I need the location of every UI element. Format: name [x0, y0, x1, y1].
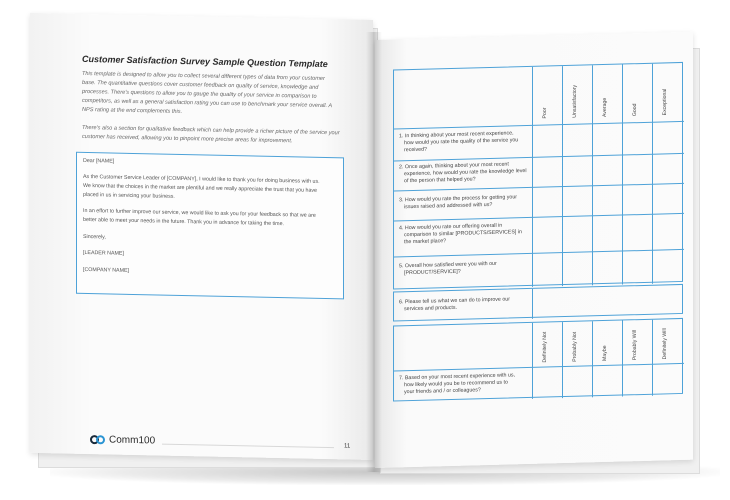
table-rule — [394, 363, 684, 372]
table-rule — [394, 249, 684, 258]
question-line: of the person that helped you? — [404, 176, 476, 185]
letter-leader-name: [LEADER NAME] — [83, 249, 124, 257]
question-line: 3. How would you rate the process for getting your — [399, 194, 518, 204]
question-7-line: how likely would you be to recommend us to — [404, 379, 508, 389]
right-page — [375, 32, 693, 468]
question-line: how would you rate the quality of the service you — [404, 137, 519, 147]
page-number: 11 — [344, 443, 351, 450]
table-rule — [592, 321, 593, 397]
rating-header-average: Average — [602, 97, 608, 118]
intro-line: competitors, as well as a general satisfaction rating you can use to benchmark your service overall. A — [82, 97, 333, 110]
letter-line: placed in us in servicing your business. — [83, 191, 175, 200]
question-7-line: 7. Based on your most recent experience with us, — [399, 372, 516, 382]
likelihood-header-maybe: Maybe — [602, 345, 608, 362]
open-booklet — [30, 14, 720, 464]
letter-line: We know that the choices in the market are plentiful and we really appreciate the trust that you have — [83, 182, 317, 194]
brand-logo — [90, 434, 155, 446]
likelihood-header-probably-not: Probably Not — [572, 331, 578, 362]
book-spine — [366, 32, 382, 472]
logo-text: Comm100 — [109, 434, 156, 447]
question-line: 4. How would you rate our offering overall in — [399, 222, 503, 232]
question-line: 5. Overall how satisfied were you with our — [399, 260, 497, 270]
question-line: [PRODUCT/SERVICE]? — [404, 268, 461, 277]
intro-line: NPS rating at the end complements this. — [82, 106, 183, 116]
likelihood-header-probably-will: Probably Will — [632, 329, 638, 361]
table-rule — [622, 321, 623, 397]
table-rule — [394, 153, 684, 162]
likelihood-table — [393, 318, 683, 402]
question-7-line: your friends and / or colleagues? — [404, 387, 481, 396]
table-rule — [652, 320, 653, 396]
rating-header-exceptional: Exceptional — [662, 88, 668, 116]
letter-box — [76, 152, 344, 300]
likelihood-header-definitely-not: Definitely Not — [542, 331, 548, 363]
footer-divider — [162, 444, 334, 449]
question-line: experience, how would you rate the knowledge level — [404, 168, 527, 178]
page-title: Customer Satisfaction Survey Sample Question Template — [82, 53, 328, 70]
qualitative-line: There's also a section for qualitative feedback which can help provide a richer picture of the service your — [82, 124, 340, 137]
intro-line: processes. There's questions to allow you to gauge the quality of your service in comparison to — [82, 88, 317, 100]
likelihood-header-definitely-will: Definitely Will — [662, 328, 668, 360]
question-6-line: 6. Please tell us what we can do to improve our — [399, 296, 510, 306]
table-rule — [394, 213, 684, 222]
rating-table — [393, 62, 683, 290]
letter-line: better able to meet your needs in the future. Thank you in advance for taking the time. — [83, 216, 285, 228]
rating-header-poor: Poor — [542, 107, 548, 119]
left-page — [30, 13, 373, 460]
letter-company-name: [COMPANY NAME] — [83, 266, 130, 274]
table-rule — [394, 121, 684, 130]
logo-mark-icon — [90, 435, 106, 444]
table-rule — [532, 323, 533, 399]
feedback-table — [393, 284, 683, 322]
question-line: 1. In thinking about your most recent experience, — [399, 130, 514, 140]
letter-line: In an effort to further improve our service, we would like to ask you for your feedback so that we are — [83, 207, 316, 219]
letter-salutation: Dear [NAME] — [83, 157, 115, 165]
qualitative-line: customer has received, allowing you to pinpoint more precise areas for improvement. — [82, 133, 293, 145]
table-rule — [562, 322, 563, 398]
question-line: comparison to similar [PRODUCTS/SERVICES] in — [404, 229, 522, 239]
question-line: 2. Once again, thinking about your most recent — [399, 161, 509, 171]
letter-closing: Sincerely, — [83, 233, 106, 241]
rating-header-good: Good — [632, 103, 638, 117]
intro-line: base. The quantitative questions cover customer feedback on quality of service, knowledge and — [82, 79, 319, 91]
rating-header-unsatisfactory: Unsatisfactory — [572, 84, 578, 118]
question-line: issues raised and addressed with us? — [404, 201, 493, 211]
question-line: the market place? — [404, 238, 447, 246]
question-line: received? — [404, 146, 427, 154]
intro-line: This template is designed to allow you to collect several different types of data from your customer — [82, 70, 325, 82]
question-6-line: services and products. — [404, 304, 457, 313]
table-rule — [532, 289, 533, 319]
letter-line: As the Customer Service Leader of [COMPANY], I would like to thank you for doing business with us. — [83, 173, 320, 185]
